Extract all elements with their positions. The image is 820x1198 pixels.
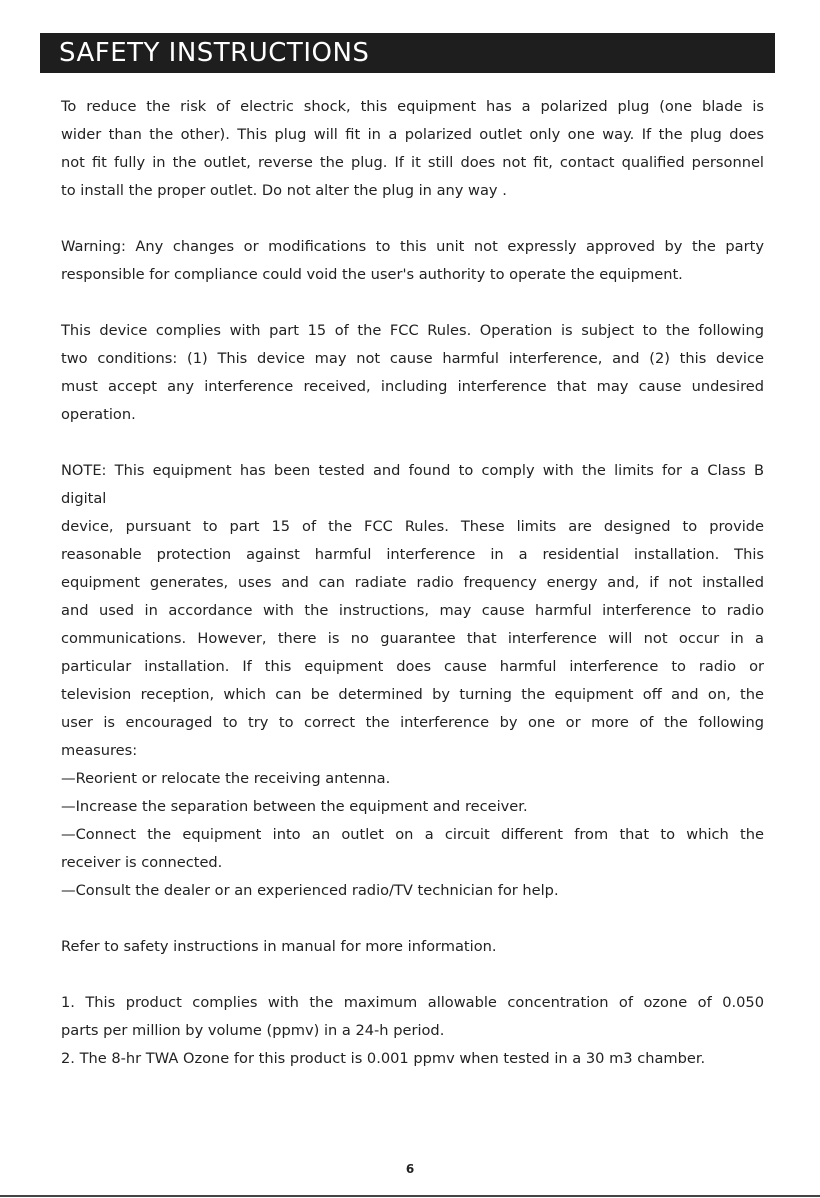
polarized-plug-paragraph [61, 93, 764, 205]
text-line: particular installation. If this equipment does cause harmful interference to radio or [61, 658, 764, 675]
text-line: not fit fully in the outlet, reverse the plug. If it still does not fit, contact qualified personnel [61, 154, 764, 171]
text-line: digital [61, 490, 107, 507]
ozone-item: 1. This product complies with the maximum allowable concentration of ozone of 0.050 [61, 994, 764, 1011]
text-line: user is encouraged to try to correct the interference by one or more of the following [61, 714, 764, 731]
text-line: responsible for compliance could void the user's authority to operate the equipment. [61, 266, 683, 283]
ozone-paragraph [61, 989, 764, 1073]
ozone-item: 2. The 8-hr TWA Ozone for this product is 0.001 ppmv when tested in a 30 m3 chamber. [61, 1050, 706, 1067]
text-line: receiver is connected. [61, 854, 223, 871]
title-bar [40, 33, 775, 73]
fcc-compliance-paragraph [61, 317, 764, 429]
page-title: SAFETY INSTRUCTIONS [59, 38, 370, 68]
text-line: and used in accordance with the instructions, may cause harmful interference to radio [61, 602, 764, 619]
measure-item: —Increase the separation between the equipment and receiver. [61, 798, 528, 815]
text-line: television reception, which can be determined by turning the equipment off and on, the [61, 686, 764, 703]
text-line: This device complies with part 15 of the FCC Rules. Operation is subject to the following [61, 322, 764, 339]
note-paragraph [61, 457, 764, 905]
text-line: device, pursuant to part 15 of the FCC Rules. These limits are designed to provide [61, 518, 764, 535]
text-line: measures: [61, 742, 138, 759]
measure-item: —Connect the equipment into an outlet on a circuit different from that to which the [61, 826, 764, 843]
text-line: operation. [61, 406, 136, 423]
refer-paragraph [61, 933, 764, 961]
text-line: NOTE: This equipment has been tested and found to comply with the limits for a Class B [61, 462, 764, 479]
text-line: communications. However, there is no guarantee that interference will not occur in a [61, 630, 764, 647]
document-body [61, 93, 764, 1073]
text-line: wider than the other). This plug will fit in a polarized outlet only one way. If the plug does [61, 126, 764, 143]
bottom-divider [0, 1195, 820, 1197]
measure-item: —Consult the dealer or an experienced radio/TV technician for help. [61, 882, 559, 899]
text-line: Refer to safety instructions in manual for more information. [61, 938, 497, 955]
text-line: parts per million by volume (ppmv) in a 24-h period. [61, 1022, 445, 1039]
text-line: two conditions: (1) This device may not cause harmful interference, and (2) this device [61, 350, 764, 367]
text-line: to install the proper outlet. Do not alter the plug in any way . [61, 182, 507, 199]
text-line: equipment generates, uses and can radiate radio frequency energy and, if not installed [61, 574, 764, 591]
text-line: Warning: Any changes or modifications to this unit not expressly approved by the party [61, 238, 764, 255]
page-number: 6 [405, 1162, 415, 1176]
measure-item: —Reorient or relocate the receiving antenna. [61, 770, 391, 787]
text-line: must accept any interference received, including interference that may cause undesired [61, 378, 764, 395]
text-line: To reduce the risk of electric shock, this equipment has a polarized plug (one blade is [61, 98, 764, 115]
warning-paragraph [61, 233, 764, 289]
text-line: reasonable protection against harmful interference in a residential installation. This [61, 546, 764, 563]
